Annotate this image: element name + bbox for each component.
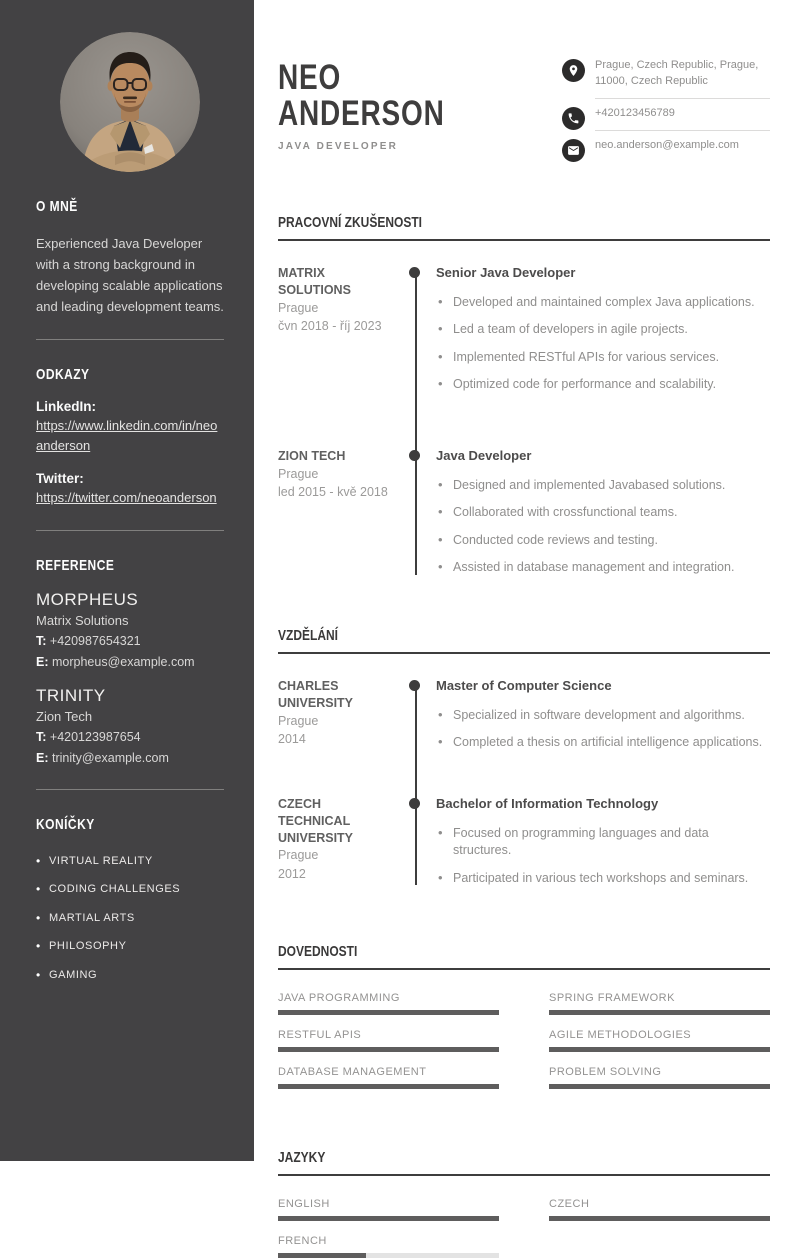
degree-title: Master of Computer Science	[436, 677, 612, 693]
job-bullet: • Designed and implemented Javabased solutions.	[436, 477, 770, 495]
employment-dates: led 2015 - kvě 2018	[278, 485, 388, 500]
job-bullets	[436, 477, 770, 577]
language-bar-track	[549, 1216, 770, 1221]
link-item	[36, 471, 224, 508]
experience-section-title: PRACOVNÍ ZKUŠENOSTI	[278, 214, 770, 241]
degree-bullets	[436, 707, 770, 752]
references-section-title: REFERENCE	[36, 556, 115, 574]
skill-label: AGILE METHODOLOGIES	[549, 1029, 692, 1042]
reference-company: Zion Tech	[36, 709, 93, 725]
hobby-item: • PHILOSOPHY	[36, 940, 224, 952]
job-title: JAVA DEVELOPER	[278, 141, 399, 153]
link-label: Twitter:	[36, 471, 84, 487]
education-entry-details	[436, 796, 770, 898]
job-bullet: • Optimized code for performance and scalability.	[436, 376, 770, 394]
school-name: CHARLES UNIVERSITY	[278, 678, 354, 710]
skill-bar-fill	[278, 1084, 499, 1089]
email-label: E:	[36, 654, 49, 669]
reference-phone	[36, 633, 224, 649]
timeline-dot-cell	[396, 448, 436, 587]
job-role: Java Developer	[436, 447, 532, 463]
contact-row-location	[562, 58, 770, 99]
phone-text: +420123456789	[595, 106, 770, 131]
job-bullet: • Assisted in database management and integration.	[436, 559, 770, 577]
link-label: LinkedIn:	[36, 399, 96, 415]
skill-bar-fill	[549, 1047, 770, 1052]
profile-photo-illustration	[60, 32, 200, 172]
skill-item	[278, 992, 499, 1015]
links-section	[36, 366, 224, 531]
twitter-link[interactable]: https://twitter.com/neoanderson	[36, 490, 217, 506]
skills-section-title: DOVEDNOSTI	[278, 943, 770, 970]
job-bullet: • Conducted code reviews and testing.	[436, 532, 770, 550]
language-item	[278, 1235, 499, 1258]
job-role: Senior Java Developer	[436, 264, 576, 280]
degree-bullets	[436, 825, 770, 888]
email-text: neo.anderson@example.com	[595, 138, 739, 151]
graduation-year: 2014	[278, 732, 306, 747]
skill-bar-track	[278, 1084, 499, 1089]
location-pin-icon	[562, 59, 585, 82]
skills-section	[278, 943, 770, 1089]
skill-bar-track	[278, 1010, 499, 1015]
reference-email	[36, 750, 224, 766]
reference-item	[36, 590, 224, 671]
profile-photo	[60, 32, 200, 172]
skill-label: SPRING FRAMEWORK	[549, 992, 675, 1005]
skill-bar-track	[549, 1047, 770, 1052]
experience-entry-meta	[278, 448, 396, 587]
references-section	[36, 557, 224, 790]
timeline-dot	[409, 680, 420, 691]
about-section	[36, 198, 224, 340]
contact-block	[562, 58, 770, 162]
hobby-item: • GAMING	[36, 969, 224, 981]
language-bar-track	[278, 1253, 499, 1258]
linkedin-link[interactable]: https://www.linkedin.com/in/neoanderson	[36, 418, 218, 453]
skill-label: RESTFUL APIS	[278, 1029, 362, 1042]
languages-grid	[278, 1198, 770, 1258]
company-city: Prague	[278, 466, 319, 481]
education-section	[278, 627, 770, 898]
about-text: Experienced Java Developer with a strong background in developing scalable applications and leading development teams.	[36, 236, 224, 315]
job-bullet: • Implemented RESTful APIs for various services.	[436, 349, 770, 367]
email-value: trinity@example.com	[51, 751, 169, 766]
employment-dates: čvn 2018 - říj 2023	[278, 319, 382, 334]
reference-name: TRINITY	[36, 686, 106, 706]
links-section-title: ODKAZY	[36, 366, 90, 384]
language-label: FRENCH	[278, 1235, 327, 1248]
company-city: Prague	[278, 300, 319, 315]
location-text: Prague, Czech Republic, Prague, 11000, Czech Republic	[595, 58, 770, 99]
last-name: ANDERSON	[278, 94, 445, 134]
experience-entry-details	[436, 265, 770, 404]
reference-company: Matrix Solutions	[36, 612, 129, 628]
sidebar-divider	[36, 339, 224, 340]
name-block	[278, 58, 486, 162]
language-label: CZECH	[549, 1198, 590, 1211]
hobby-list	[36, 855, 224, 981]
reference-item	[36, 686, 224, 767]
phone-icon	[562, 107, 585, 130]
timeline-dot-cell	[396, 796, 436, 898]
skills-grid	[278, 992, 770, 1089]
language-bar-fill	[549, 1216, 770, 1221]
link-item	[36, 399, 224, 455]
education-entry	[278, 796, 770, 898]
main-content	[254, 0, 794, 1248]
degree-bullet: • Participated in various tech workshops and seminars.	[436, 870, 770, 888]
skill-item	[278, 1029, 499, 1052]
phone-value: +420123987654	[49, 730, 141, 745]
skill-bar-fill	[278, 1010, 499, 1015]
skill-bar-fill	[278, 1047, 499, 1052]
experience-entry-meta	[278, 265, 396, 404]
experience-entry-details	[436, 448, 770, 587]
education-entry-meta	[278, 678, 396, 762]
timeline-dot-cell	[396, 678, 436, 762]
reference-name: MORPHEUS	[36, 589, 139, 609]
hobby-item: • MARTIAL ARTS	[36, 912, 224, 924]
skill-label: JAVA PROGRAMMING	[278, 992, 400, 1005]
education-section-title: VZDĚLÁNÍ	[278, 627, 770, 654]
phone-label: T:	[36, 730, 47, 745]
timeline-dot	[409, 450, 420, 461]
contact-row-email	[562, 138, 770, 162]
hobby-item: • VIRTUAL REALITY	[36, 855, 224, 867]
degree-title: Bachelor of Information Technology	[436, 795, 659, 811]
experience-timeline	[278, 265, 770, 587]
hobbies-section-title: KONÍČKY	[36, 815, 95, 833]
skill-label: DATABASE MANAGEMENT	[278, 1066, 427, 1079]
languages-section-title: JAZYKY	[278, 1149, 770, 1176]
education-entry	[278, 678, 770, 762]
education-entry-details	[436, 678, 770, 762]
skill-item	[549, 1029, 770, 1052]
skill-bar-track	[549, 1010, 770, 1015]
email-label: E:	[36, 751, 49, 766]
language-bar-track	[278, 1216, 499, 1221]
language-bar-fill	[278, 1216, 499, 1221]
skill-item	[549, 1066, 770, 1089]
reference-phone	[36, 729, 224, 745]
skill-item	[549, 992, 770, 1015]
language-item	[549, 1198, 770, 1221]
school-name: CZECH TECHNICAL UNIVERSITY	[278, 796, 354, 845]
experience-section	[278, 214, 770, 587]
experience-entry	[278, 448, 770, 587]
email-value: morpheus@example.com	[51, 654, 195, 669]
skill-bar-fill	[549, 1010, 770, 1015]
language-item	[278, 1198, 499, 1221]
skill-bar-fill	[549, 1084, 770, 1089]
email-icon	[562, 139, 585, 162]
school-city: Prague	[278, 713, 319, 728]
skill-bar-track	[549, 1084, 770, 1089]
skill-item	[278, 1066, 499, 1089]
degree-bullet: • Specialized in software development and algorithms.	[436, 707, 770, 725]
skill-label: PROBLEM SOLVING	[549, 1066, 662, 1079]
skill-bar-track	[278, 1047, 499, 1052]
job-bullet: • Developed and maintained complex Java applications.	[436, 294, 770, 312]
sidebar-divider	[36, 530, 224, 531]
degree-bullet: • Focused on programming languages and data structures.	[436, 825, 770, 860]
reference-email	[36, 654, 224, 670]
phone-label: T:	[36, 633, 47, 648]
first-name: NEO	[278, 58, 342, 97]
timeline-dot-cell	[396, 265, 436, 404]
job-bullet: • Led a team of developers in agile projects.	[436, 321, 770, 339]
degree-bullet: • Completed a thesis on artificial intelligence applications.	[436, 734, 770, 752]
languages-section	[278, 1149, 770, 1258]
education-timeline	[278, 678, 770, 898]
sidebar-divider	[36, 789, 224, 790]
experience-entry	[278, 265, 770, 404]
graduation-year: 2012	[278, 867, 306, 882]
school-city: Prague	[278, 848, 319, 863]
timeline-dot	[409, 267, 420, 278]
sidebar	[0, 0, 254, 1161]
phone-value: +420987654321	[49, 633, 141, 648]
job-bullet: • Collaborated with crossfunctional teams.	[436, 504, 770, 522]
contact-row-phone	[562, 106, 770, 131]
hobbies-section	[36, 816, 224, 981]
company-name: MATRIX SOLUTIONS	[278, 265, 351, 297]
resume-header	[278, 58, 770, 162]
hobby-item: • CODING CHALLENGES	[36, 883, 224, 895]
company-name: ZION TECH	[278, 448, 346, 463]
timeline-dot	[409, 798, 420, 809]
language-label: ENGLISH	[278, 1198, 330, 1211]
education-entry-meta	[278, 796, 396, 898]
about-section-title: O MNĚ	[36, 198, 78, 215]
job-bullets	[436, 294, 770, 394]
language-bar-fill	[278, 1253, 366, 1258]
